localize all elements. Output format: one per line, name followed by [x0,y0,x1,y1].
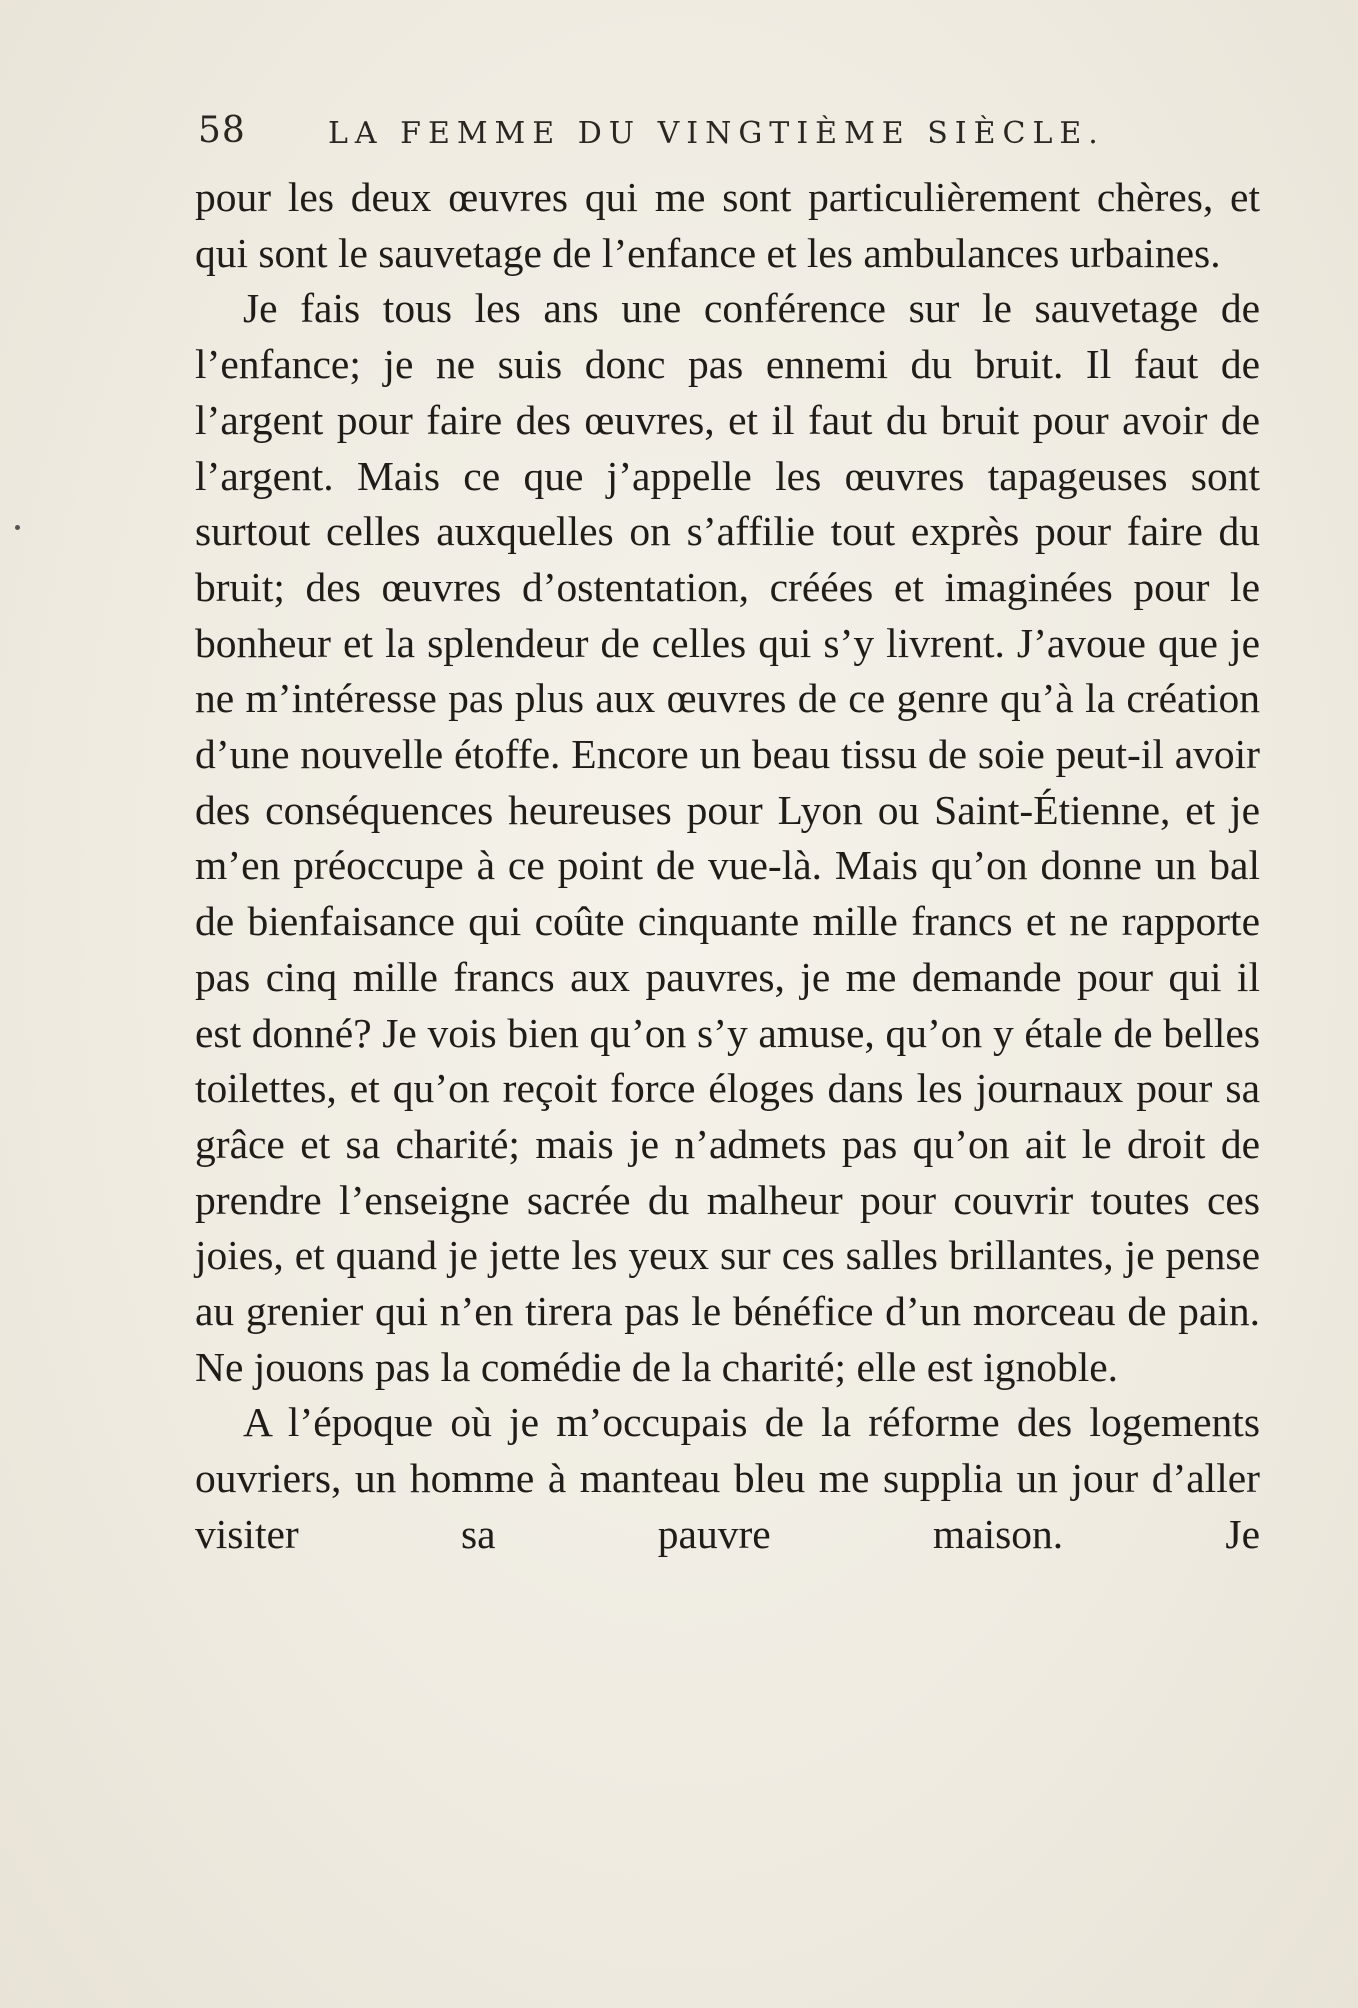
paragraph-charity-works: Je fais tous les ans une conférence sur le sauvetage de l’enfance; je ne suis donc pas ennemi du bruit. Il faut de l’argent pour faire des œuvres, et il faut du bruit pour avoir de l’argent. Mais ce que j’appelle les œuvres tapageuses sont surtout celles auxquelles on s’affilie tout exprès pour faire du bruit; des œuvres d’ostentation, créées et imaginées pour le bonheur et la splendeur de celles qui s’y livrent. J’avoue que je ne m’intéresse pas plus aux œuvres de ce genre qu’à la création d’une nouvelle étoffe. Encore un beau tissu de soie peut-il avoir des conséquences heureuses pour Lyon ou Saint-Étienne, et je m’en préoccupe à ce point de vue-là. Mais qu’on donne un bal de bienfaisance qui coûte cinquante mille francs et ne rapporte pas cinq mille francs aux pauvres, je me demande pour qui il est donné? Je vois bien qu’on s’y amuse, qu’on y étale de belles toilettes, et qu’on reçoit force éloges dans les journaux pour sa grâce et sa charité; mais je n’admets pas qu’on ait le droit de prendre l’enseigne sacrée du malheur pour couvrir toutes ces joies, et quand je jette les yeux sur ces salles brillantes, je pense au grenier qui n’en tirera pas le bénéfice d’un morceau de pain. Ne jouons pas la comédie de la charité; elle est ignoble. [195,285,1260,1390]
page-number: 58 [198,110,246,151]
running-title: LA FEMME DU VINGTIÈME SIÈCLE. [328,116,1105,151]
running-head [198,108,1258,156]
margin-speck [15,525,20,530]
paragraph-workers-housing: A l’époque où je m’occupais de la réforme des logements ouvriers, un homme à manteau bleu me supplia un jour d’aller visiter sa pauvre maison. Je [195,1399,1260,1557]
body-text [195,170,1260,1563]
paragraph-continued: pour les deux œuvres qui me sont particulièrement chères, et qui sont le sauvetage de l’enfance et les ambulances urbaines. [195,174,1260,276]
